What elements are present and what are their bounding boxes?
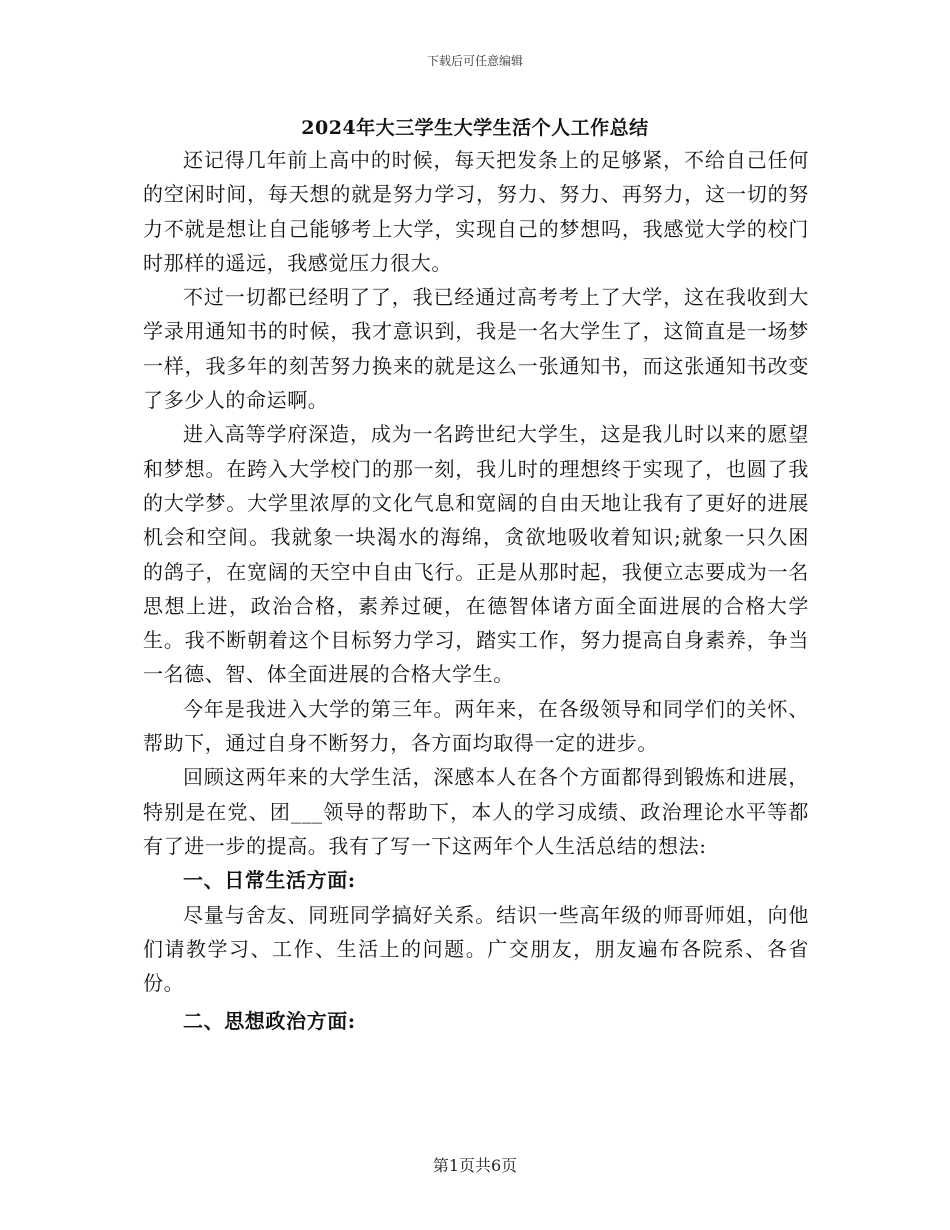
- paragraph-3: 进入高等学府深造，成为一名跨世纪大学生，这是我儿时以来的愿望和梦想。在跨入大学校门的那一刻，我儿时的理想终于实现了，也圆了我的大学梦。大学里浓厚的文化气息和宽阔的自由天地让我有了更好的进展机会和空间。我就象一块渴水的海绵，贪欲地吸收着知识;就象一只久困的鸽子，在宽阔的天空中自由飞行。正是从那时起，我便立志要成为一名思想上进，政治合格，素养过硬，在德智体诸方面全面进展的合格大学生。我不断朝着这个目标努力学习，踏实工作，努力提高自身素养，争当一名德、智、体全面进展的合格大学生。: [143, 422, 809, 687]
- section-heading-daily-life: 一、日常生活方面:: [183, 868, 356, 893]
- header-note: 下载后可任意编辑: [426, 54, 523, 68]
- section-heading-political-thought: 二、思想政治方面:: [183, 1009, 356, 1034]
- paragraph-2: 不过一切都已经明了了，我已经通过高考考上了大学，这在我收到大学录用通知书的时候，我才意识到，我是一名大学生了，这简直是一场梦一样，我多年的刻苦努力换来的就是这么一张通知书，而这张通知书改变了多少人的命运啊。: [143, 285, 809, 413]
- page-number-footer: 第1页共6页: [432, 1156, 518, 1175]
- document-body: [143, 143, 809, 1039]
- paragraph-5: 回顾这两年来的大学生活，深感本人在各个方面都得到锻炼和进展，特别是在党、团___领导的帮助下，本人的学习成绩、政治理论水平等都有了进一步的提高。我有了写一下这两年个人生活总结的想法:: [143, 765, 809, 858]
- paragraph-1: 还记得几年前上高中的时候，每天把发条上的足够紧，不给自己任何的空闲时间，每天想的就是努力学习，努力、努力、再努力，这一切的努力不就是想让自己能够考上大学，实现自己的梦想吗，我感觉大学的校门时那样的遥远，我感觉压力很大。: [143, 148, 809, 275]
- document-title: 2024年大三学生大学生活个人工作总结: [301, 117, 649, 139]
- paragraph-4: 今年是我进入大学的第三年。两年来，在各级领导和同学们的关怀、帮助下，通过自身不断努力，各方面均取得一定的进步。: [143, 696, 809, 756]
- paragraph-daily-life: 尽量与舍友、同班同学搞好关系。结识一些高年级的师哥师姐，向他们请教学习、工作、生活上的问题。广交朋友，朋友遍布各院系、各省份。: [143, 902, 809, 996]
